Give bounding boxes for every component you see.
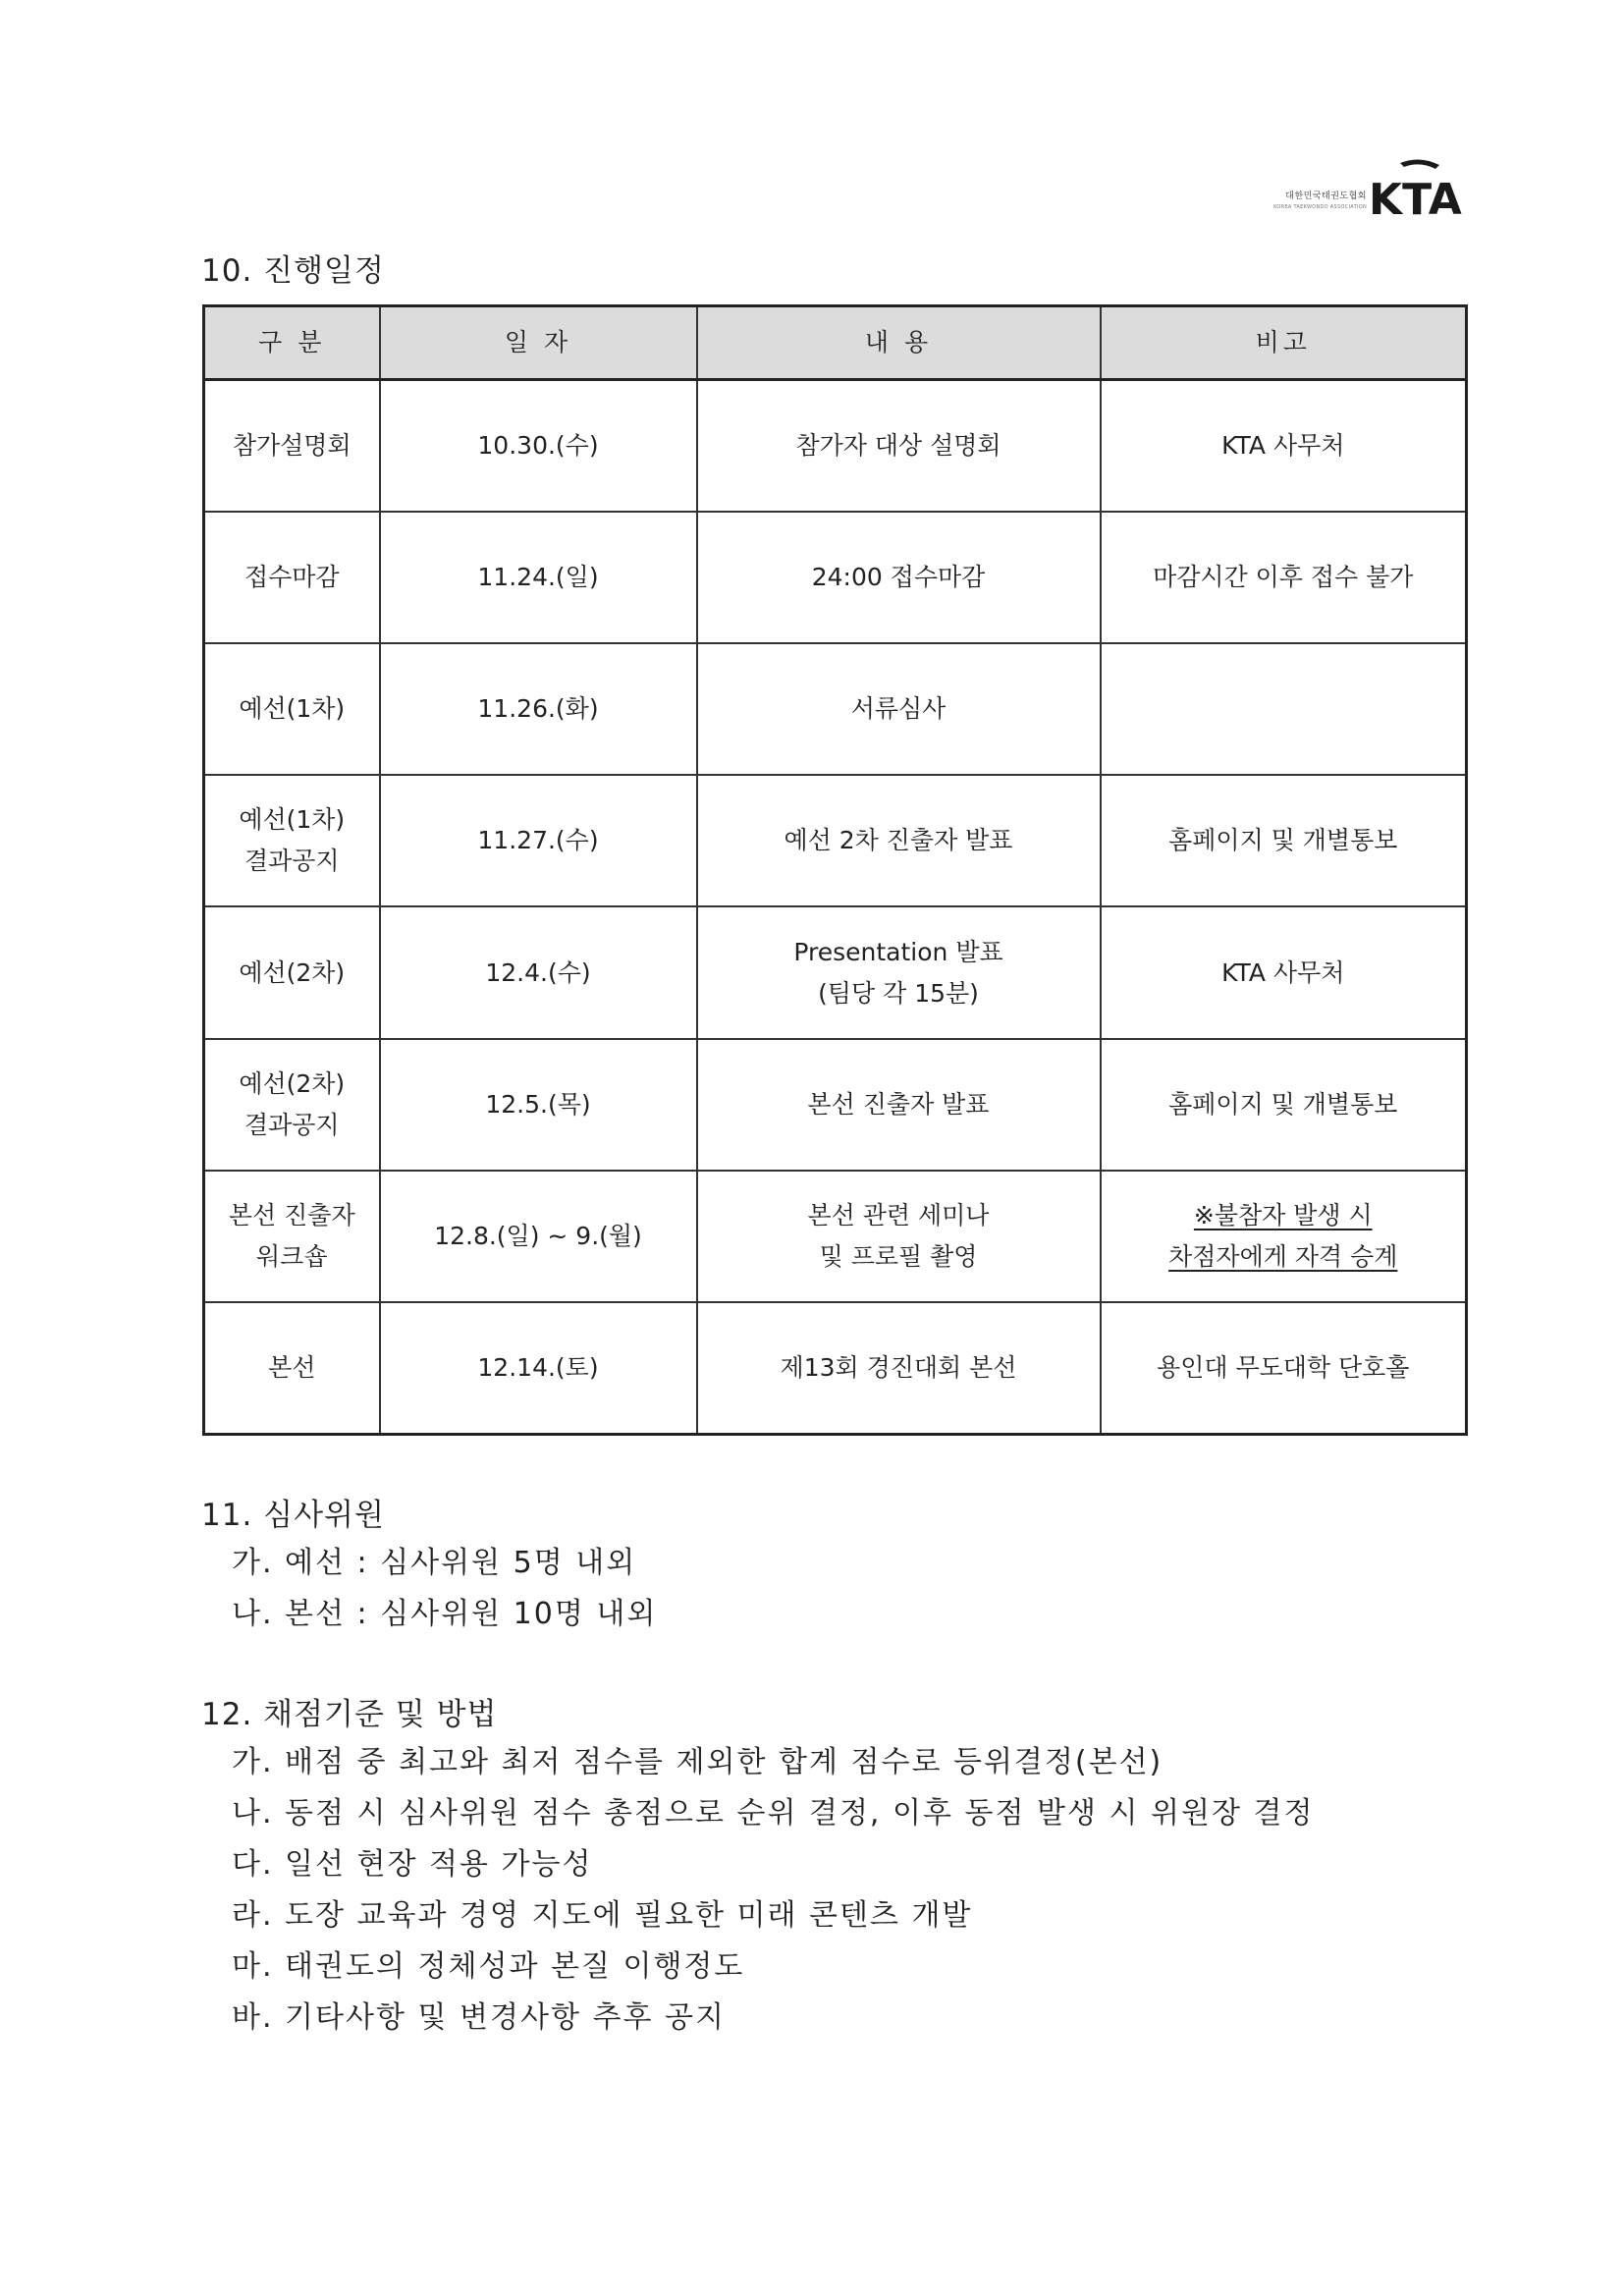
header-category: 구 분 <box>204 306 380 380</box>
cell-line: 홈페이지 및 개별통보 <box>1168 826 1398 855</box>
cell-line: 접수마감 <box>243 563 340 592</box>
cell-line: 및 프로필 촬영 <box>819 1241 978 1271</box>
cell-line: 12.5.(목) <box>485 1089 591 1119</box>
cell-line: 12.14.(토) <box>477 1352 599 1382</box>
cell-note <box>1101 1302 1467 1435</box>
list-item: 다. 일선 현장 적용 가능성 <box>232 1847 593 1882</box>
table-row <box>204 1302 1467 1435</box>
cell-date <box>380 643 697 775</box>
list-item: 가. 예선 : 심사위원 5명 내외 <box>232 1546 637 1580</box>
table-row <box>204 1039 1467 1171</box>
list-item: 나. 동점 시 심사위원 점수 총점으로 순위 결정, 이후 동점 발생 시 위원장 결정 <box>232 1796 1315 1831</box>
cell-category <box>204 775 380 906</box>
cell-line: 11.24.(일) <box>477 563 599 592</box>
cell-line: 마감시간 이후 접수 불가 <box>1153 563 1414 592</box>
cell-date <box>380 775 697 906</box>
cell-note <box>1101 1039 1467 1171</box>
cell-note <box>1101 643 1467 775</box>
cell-date <box>380 906 697 1038</box>
cell-line: 참가설명회 <box>232 431 352 461</box>
section-title-scoring: 12. 채점기준 및 방법 <box>201 1697 498 1732</box>
cell-line: (팀당 각 15분) <box>818 978 979 1008</box>
table-row <box>204 906 1467 1038</box>
logo-org-english: KOREA TAEKWONDO ASSOCIATION <box>1273 204 1367 210</box>
table-row <box>204 380 1467 513</box>
cell-line: 결과공지 <box>243 1110 340 1139</box>
cell-category <box>204 643 380 775</box>
cell-date <box>380 380 697 513</box>
cell-line: 예선(1차) <box>239 805 346 835</box>
header-note: 비고 <box>1101 306 1467 380</box>
cell-category <box>204 380 380 513</box>
cell-line: 예선 2차 진출자 발표 <box>784 826 1013 855</box>
cell-line: 홈페이지 및 개별통보 <box>1168 1089 1398 1119</box>
cell-line: Presentation 발표 <box>793 937 1003 966</box>
cell-content <box>697 775 1101 906</box>
cell-date <box>380 1039 697 1171</box>
cell-content <box>697 906 1101 1038</box>
kta-logo <box>1239 155 1465 220</box>
cell-category <box>204 1302 380 1435</box>
table-row <box>204 512 1467 643</box>
list-item: 나. 본선 : 심사위원 10명 내외 <box>232 1597 658 1631</box>
schedule-table <box>202 304 1468 1436</box>
cell-line: 서류심사 <box>850 694 947 724</box>
cell-date <box>380 1302 697 1435</box>
cell-line: 24:00 접수마감 <box>811 563 986 592</box>
cell-content <box>697 1039 1101 1171</box>
cell-content <box>697 1302 1101 1435</box>
logo-abbr: KTA <box>1369 175 1462 220</box>
kta-logo-mark-icon <box>1367 155 1465 220</box>
cell-line: KTA 사무처 <box>1221 431 1345 461</box>
cell-line: 워크숍 <box>256 1241 328 1271</box>
section-title-schedule: 10. 진행일정 <box>201 253 385 289</box>
cell-line: 차점자에게 자격 승계 <box>1168 1241 1398 1271</box>
table-row <box>204 643 1467 775</box>
cell-line: 결과공지 <box>243 847 340 876</box>
header-date: 일 자 <box>380 306 697 380</box>
cell-category <box>204 512 380 643</box>
list-item: 가. 배점 중 최고와 최저 점수를 제외한 합계 점수로 등위결정(본선) <box>232 1745 1163 1779</box>
cell-note <box>1101 380 1467 513</box>
cell-line: 12.8.(일) ~ 9.(월) <box>434 1221 642 1250</box>
cell-note <box>1101 512 1467 643</box>
logo-org-korean: 대한민국태권도협회 <box>1285 191 1367 201</box>
cell-line: ※불참자 발생 시 <box>1193 1200 1373 1230</box>
cell-line: 예선(1차) <box>239 694 346 724</box>
cell-date <box>380 1171 697 1302</box>
cell-line: 11.27.(수) <box>477 826 599 855</box>
cell-line: 12.4.(수) <box>485 957 591 987</box>
cell-note <box>1101 1171 1467 1302</box>
cell-line: 예선(2차) <box>239 1068 346 1098</box>
header-content: 내 용 <box>697 306 1101 380</box>
cell-category <box>204 1039 380 1171</box>
cell-line: 본선 <box>268 1352 316 1382</box>
table-row <box>204 1171 1467 1302</box>
cell-line: 예선(2차) <box>239 957 346 987</box>
cell-category <box>204 906 380 1038</box>
cell-line: 제13회 경진대회 본선 <box>780 1352 1017 1382</box>
cell-line: 용인대 무도대학 단호홀 <box>1157 1352 1410 1382</box>
cell-line: 본선 진출자 발표 <box>807 1089 990 1119</box>
cell-note <box>1101 906 1467 1038</box>
cell-line: 본선 관련 세미나 <box>807 1200 990 1230</box>
cell-line: 참가자 대상 설명회 <box>795 431 1001 461</box>
list-item: 마. 태권도의 정체성과 본질 이행정도 <box>232 1949 745 1984</box>
scoring-criteria-list <box>232 1737 1314 2044</box>
cell-content <box>697 1171 1101 1302</box>
section-title-judges: 11. 심사위원 <box>201 1498 385 1533</box>
table-header-row <box>204 306 1467 380</box>
cell-line: 10.30.(수) <box>477 431 599 461</box>
cell-line: 본선 진출자 <box>228 1200 355 1230</box>
cell-note <box>1101 775 1467 906</box>
schedule-table-body <box>204 380 1467 1435</box>
cell-content <box>697 380 1101 513</box>
cell-date <box>380 512 697 643</box>
table-row <box>204 775 1467 906</box>
cell-line: 11.26.(화) <box>477 694 599 724</box>
list-item: 바. 기타사항 및 변경사항 추후 공지 <box>232 2000 726 2035</box>
cell-content <box>697 512 1101 643</box>
list-item: 라. 도장 교육과 경영 지도에 필요한 미래 콘텐츠 개발 <box>232 1898 973 1933</box>
cell-content <box>697 643 1101 775</box>
cell-category <box>204 1171 380 1302</box>
judges-list <box>232 1538 657 1640</box>
cell-line: KTA 사무처 <box>1221 957 1345 987</box>
